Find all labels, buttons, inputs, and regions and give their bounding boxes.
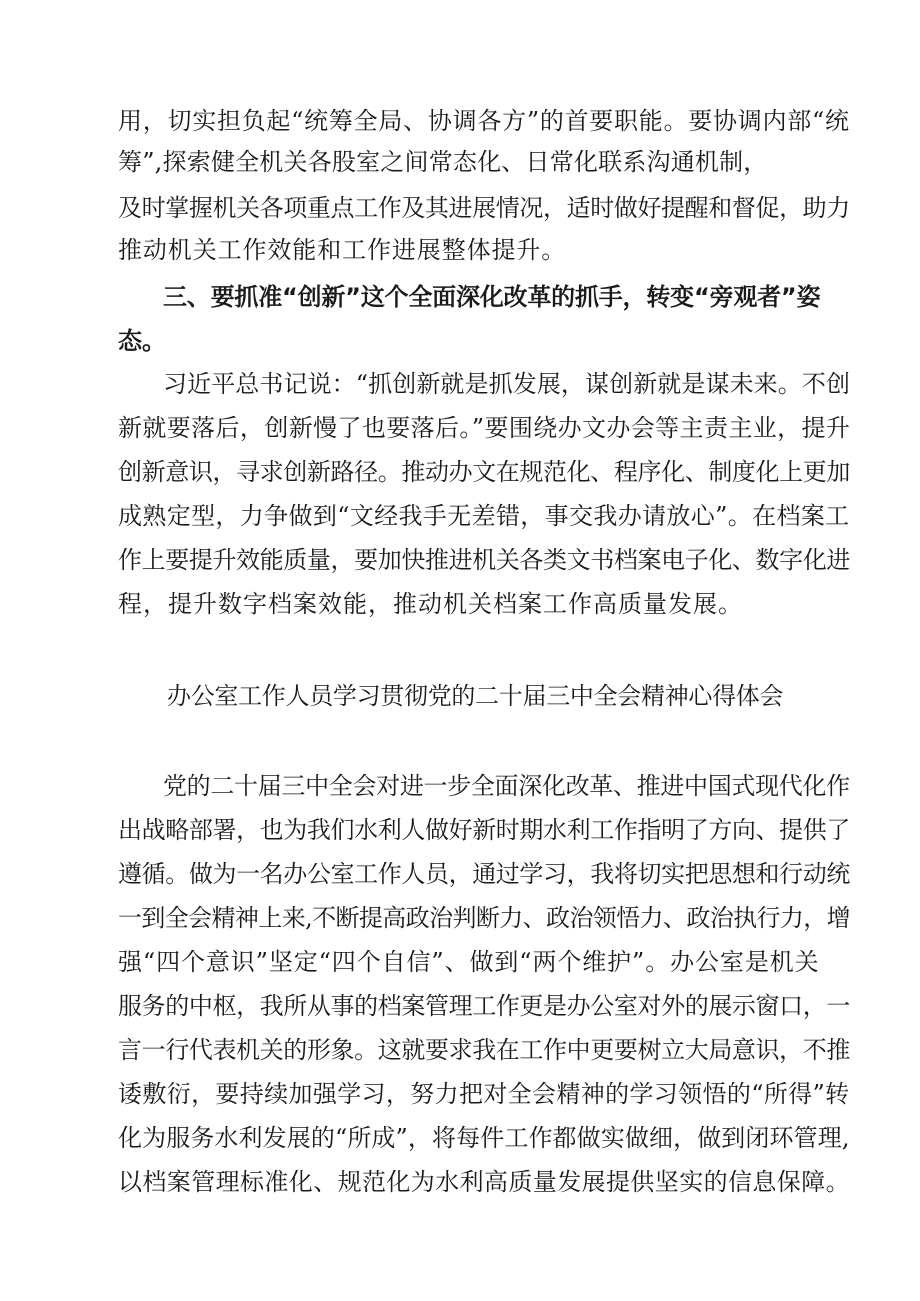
text-line: 党的二十届三中全会对进一步全面深化改革、推进中国式现代化作 xyxy=(163,772,850,800)
text-line: 用，切实担负起“统筹全局、协调各方”的首要职能。要协调内部“统 xyxy=(118,107,850,135)
article-title: 办公室工作人员学习贯彻党的二十届三中全会精神心得体会 xyxy=(167,682,784,710)
text-line: 言一行代表机关的形象。这就要求我在工作中更要树立大局意识，不推 xyxy=(118,1036,850,1064)
text-line: 创新意识，寻求创新路径。推动办文在规范化、程序化、制度化上更加 xyxy=(118,458,850,486)
text-line: 遵循。做为一名办公室工作人员，通过学习，我将切实把思想和行动统 xyxy=(118,860,850,888)
text-line: 成熟定型，力争做到“文经我手无差错，事交我办请放心”。在档案工 xyxy=(118,502,850,530)
text-line: 作上要提升效能质量，要加快推进机关各类文书档案电子化、数字化进 xyxy=(118,546,850,574)
heading-line: 态。 xyxy=(118,327,166,355)
text-line: 化为服务水利发展的“所成”，将每件工作都做实做细，做到闭环管理, xyxy=(118,1124,850,1152)
text-line: 习近平总书记说：“抓创新就是抓发展，谋创新就是谋未来。不创 xyxy=(163,370,851,398)
text-line: 服务的中枢，我所从事的档案管理工作更是办公室对外的展示窗口，一 xyxy=(118,992,850,1020)
text-line: 推动机关工作效能和工作进展整体提升。 xyxy=(118,236,567,264)
text-line: 出战略部署，也为我们水利人做好新时期水利工作指明了方向、提供了 xyxy=(118,816,850,844)
text-line: 一到全会精神上来,不断提高政治判断力、政治领悟力、政治执行力，增 xyxy=(118,904,851,932)
text-line: 程，提升数字档案效能，推动机关档案工作高质量发展。 xyxy=(118,590,743,618)
text-line: 强“四个意识”坚定“四个自信”、做到“两个维护”。办公室是机关 xyxy=(118,948,820,976)
heading-line: 三、要抓准“创新”这个全面深化改革的抓手，转变“旁观者”姿 xyxy=(163,283,821,311)
text-line: 诿敷衍，要持续加强学习，努力把对全会精神的学习领悟的“所得”转 xyxy=(118,1080,850,1108)
text-line: 筹”,探索健全机关各股室之间常态化、日常化联系沟通机制， xyxy=(118,148,768,176)
text-line: 以档案管理标准化、规范化为水利高质量发展提供坚实的信息保障。 xyxy=(118,1168,850,1196)
text-line: 新就要落后，创新慢了也要落后。”要围绕办文办会等主责主业，提升 xyxy=(118,414,851,442)
text-line: 及时掌握机关各项重点工作及其进展情况，适时做好提醒和督促，助力 xyxy=(118,194,850,222)
